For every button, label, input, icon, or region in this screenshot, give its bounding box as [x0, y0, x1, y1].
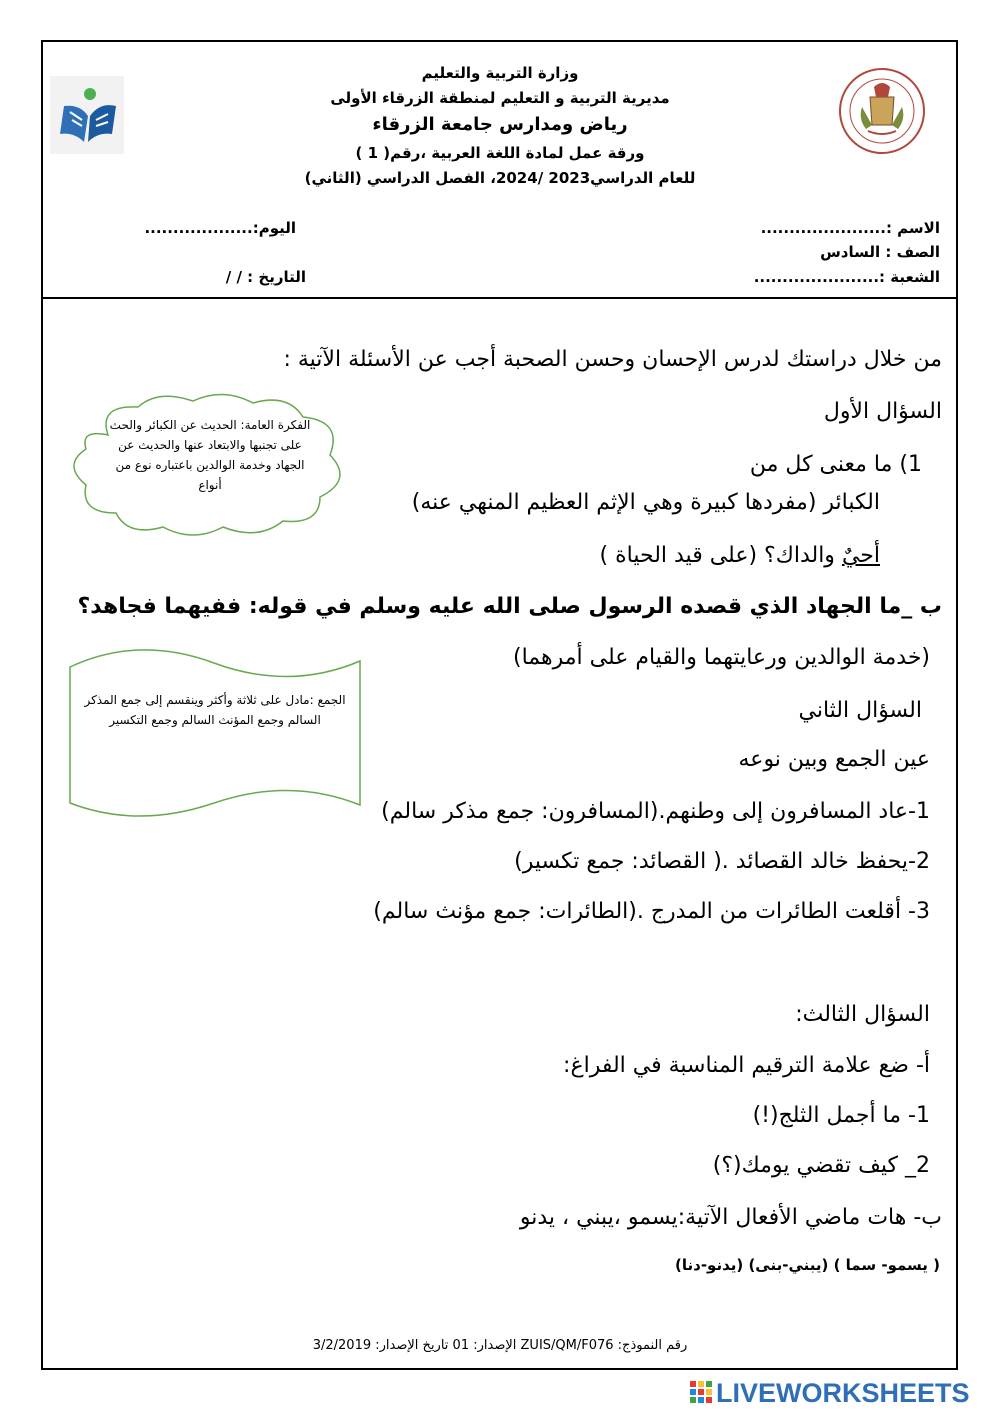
q1-a-item2: [600, 543, 880, 568]
ministry-emblem-icon: [832, 63, 932, 159]
directorate-name: مديرية التربية و التعليم لمنطقة الزرقاء الأولى: [330, 89, 670, 107]
q1-title: السؤال الأول: [823, 399, 942, 424]
q2-title: السؤال الثاني: [798, 698, 922, 723]
q1-a-item2-word: أحيٌ: [841, 543, 880, 568]
student-name-field: الاسم :......................: [760, 219, 940, 237]
q1-b-answer: (خدمة الوالدين ورعايتهما والقيام على أمرهما): [512, 645, 930, 670]
form-footer: رقم النموذج: ZUIS/QM/F076 الإصدار: 01 تاريخ الإصدار: 3/2/2019: [312, 1338, 688, 1353]
ministry-name: وزارة التربية والتعليم: [421, 64, 579, 82]
q2-item2: 2-يحفظ خالد القصائد .( القصائد: جمع تكسير): [514, 849, 930, 874]
q3-b-answer: ( يسمو- سما ) (يبني-بنى) (يدنو-دنا): [675, 1256, 940, 1274]
q1-a-item1: الكبائر (مفردها كبيرة وهي الإثم العظيم المنهي عنه): [411, 490, 880, 515]
q3-a-prompt: أ- ضع علامة الترقيم المناسبة في الفراغ:: [563, 1053, 930, 1078]
q3-a-item2: 2_ كيف تقضي يومك(؟): [712, 1153, 930, 1178]
worksheet-title: ورقة عمل لمادة اللغة العربية ،رقم( 1 ): [355, 144, 645, 162]
scroll-note-text: الجمع :مادل على ثلاثة وأكثر وينقسم إلى جمع المذكر السالم وجمع المؤنث السالم وجمع التكسير: [84, 693, 346, 727]
date-field: التاريخ : / /: [225, 268, 306, 286]
cloud-note-text: الفكرة العامة: الحديث عن الكبائر والحث على تجنبها والابتعاد عنها والحديث عن الجهاد وخدمة الوالدين باعتباره نوع من أنواع: [109, 418, 311, 492]
q1-a-item2-rest: والداك؟ (على قيد الحياة ): [599, 543, 842, 568]
q3-b-prompt: ب- هات ماضي الأفعال الآتية:يسمو ،يبني ، يدنو: [519, 1205, 942, 1230]
watermark-text: LIVEWORKSHEETS: [716, 1378, 970, 1408]
liveworksheets-logo: [690, 1378, 990, 1410]
school-name: رياض ومدارس جامعة الزرقاء: [372, 114, 628, 135]
q1-a-prompt: 1) ما معنى كل من: [749, 452, 922, 477]
liveworksheets-grid-icon: [690, 1381, 712, 1407]
scroll-note-shape: [68, 643, 362, 823]
intro-text: من خلال دراستك لدرس الإحسان وحسن الصحبة أجب عن الأسئلة الآتية :: [283, 347, 942, 372]
section-field: الشعبة :......................: [753, 268, 940, 286]
school-logo-icon: [50, 76, 124, 154]
grade-field: الصف : السادس: [820, 243, 940, 261]
academic-year: للعام الدراسي2023 /2024، الفصل الدراسي (الثاني): [304, 169, 696, 187]
q2-prompt: عين الجمع وبين نوعه: [738, 747, 930, 772]
q2-item1: 1-عاد المسافرون إلى وطنهم.(المسافرون: جمع مذكر سالم): [381, 799, 930, 824]
q3-a-item1: 1- ما أجمل الثلج(!): [752, 1103, 930, 1128]
q1-b-prompt: ب _ما الجهاد الذي قصده الرسول صلى الله عليه وسلم في قوله: ففيهما فجاهد؟: [77, 594, 942, 619]
day-field: اليوم:...................: [144, 219, 296, 237]
q2-item3: 3- أقلعت الطائرات من المدرج .(الطائرات: جمع مؤنث سالم): [373, 899, 930, 924]
header-divider: [41, 297, 958, 299]
q3-title: السؤال الثالث:: [795, 1002, 930, 1027]
